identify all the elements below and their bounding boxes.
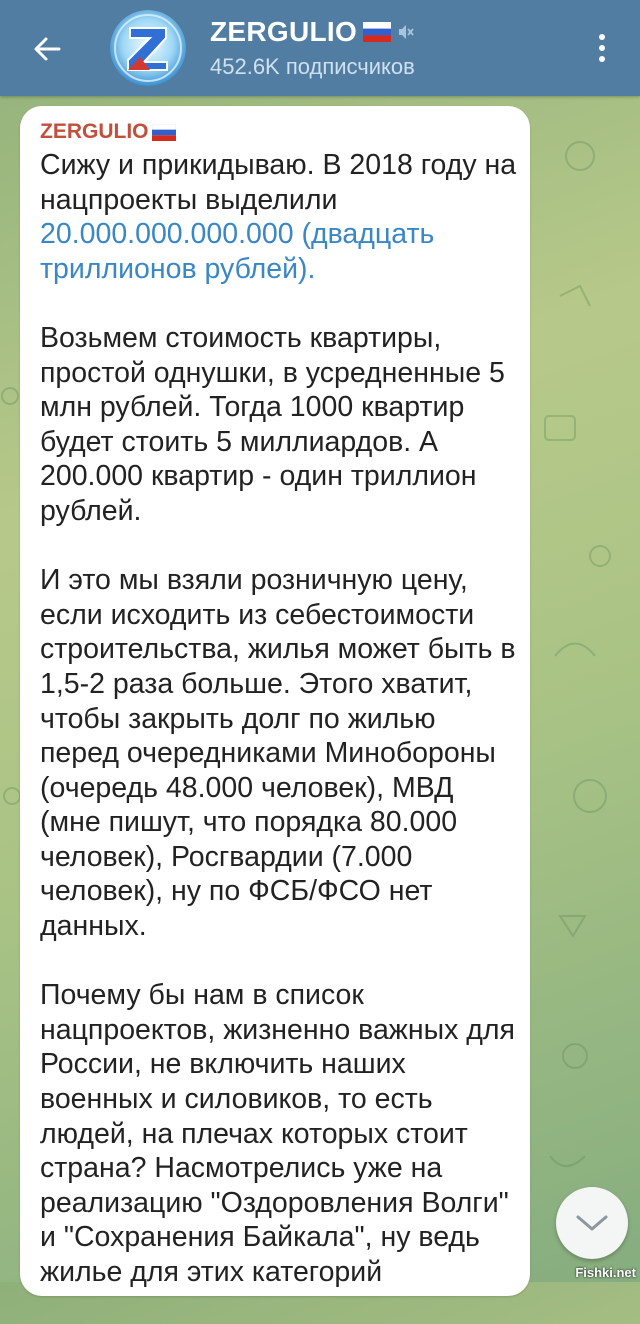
message-paragraph-4: Почему бы нам в список нацпроектов, жизненно важных для России, не включить наших военных и силовиков, то есть людей, на плечах которых стоит страна? Насмотрелись уже на реализацию "Оздоровления Волги" и "Сохранения Байкала", ну ведь жилье для этих категорий xyxy=(40,979,515,1288)
message-bubble[interactable] xyxy=(20,106,530,1296)
message-text xyxy=(40,148,520,1324)
subscriber-count: 452.6K подписчиков xyxy=(210,54,415,79)
message-paragraph-2: Возьмем стоимость квартиры, простой однушки, в усредненные 5 млн рублей. Тогда 1000 квартир будет стоить 5 миллиардов. А 200.000 квартир - один триллион рублей. xyxy=(40,321,505,527)
muted-speaker-icon xyxy=(397,23,415,41)
message-link[interactable]: 20.000.000.000.000 (двадцать триллионов рублей). xyxy=(40,218,435,285)
chevron-down-icon xyxy=(575,1213,609,1233)
scroll-to-bottom-button[interactable] xyxy=(556,1187,628,1259)
russian-flag-icon xyxy=(152,124,176,141)
back-button[interactable] xyxy=(22,24,72,74)
more-vertical-icon xyxy=(599,34,605,40)
message-sender[interactable] xyxy=(40,120,176,144)
channel-avatar[interactable] xyxy=(110,10,186,86)
message-paragraph-1: Сижу и прикидываю. В 2018 году на нацпроекты выделили 20.000.000.000.000 (двадцать триллионов рублей). xyxy=(40,149,517,285)
channel-name: ZERGULIO xyxy=(210,16,358,47)
avatar-logo xyxy=(110,10,186,86)
back-arrow-icon xyxy=(32,34,62,64)
russian-flag-icon xyxy=(363,22,391,42)
chat-header xyxy=(0,0,640,96)
sender-name: ZERGULIO xyxy=(40,120,149,143)
watermark: Fishki.net xyxy=(575,1265,636,1280)
message-paragraph-3: И это мы взяли розничную цену, если исходить из себестоимости строительства, жилья может быть в 1,5-2 раза больше. Этого хватит, чтобы закрыть долг по жилью перед очередниками Минобороны (очередь 48.000 человек), МВД (мне пишут, что порядка 80.000 человек), Росгвардии (7.000 человек), ну по ФСБ/ФСО нет данных. xyxy=(40,564,516,943)
channel-title[interactable] xyxy=(210,16,415,48)
more-options-button[interactable] xyxy=(582,26,622,70)
